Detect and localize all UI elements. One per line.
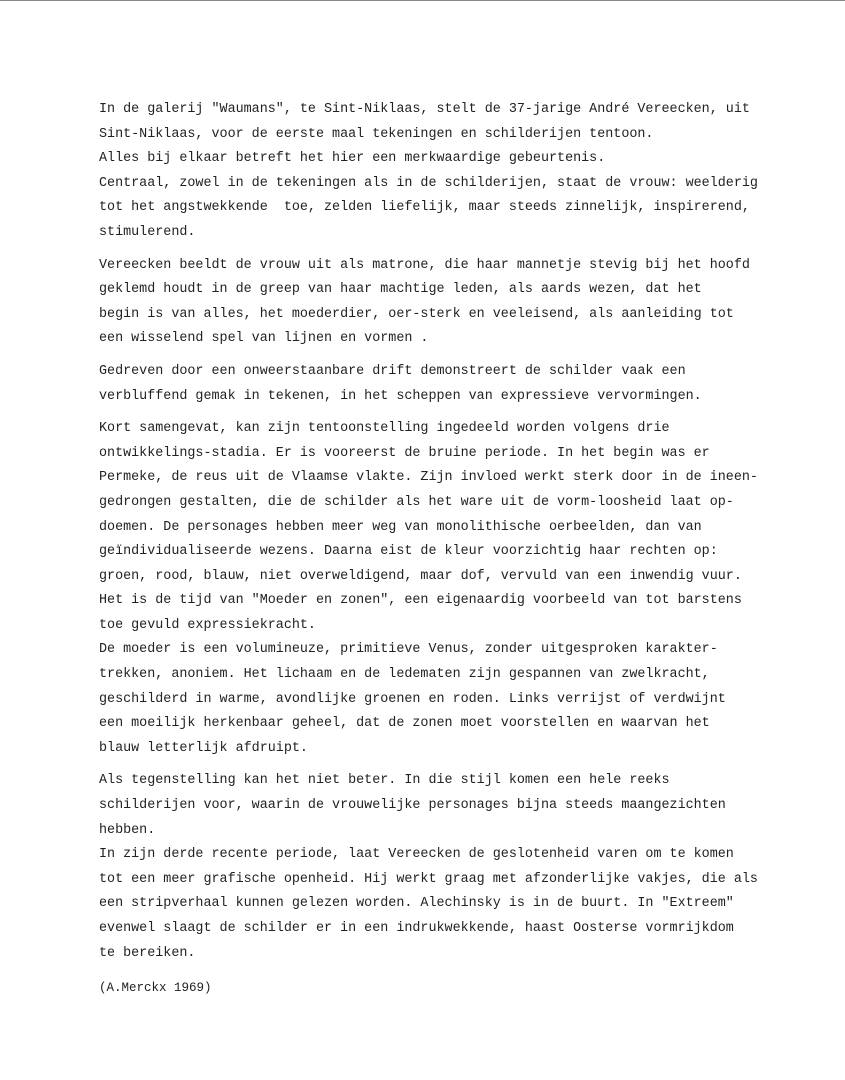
text-line: tot een meer grafische openheid. Hij werkt graag met afzonderlijke vakjes, die als [99,871,758,887]
text-line: geschilderd in warme, avondlijke groenen en roden. Links verrijst of verdwijnt [99,691,726,707]
text-line: Alles bij elkaar betreft het hier een merkwaardige gebeurtenis. [99,151,606,167]
text-line: ontwikkelings-stadia. Er is vooreerst de bruine periode. In het begin was er [99,445,710,461]
text-line: schilderijen voor, waarin de vrouwelijke personages bijna steeds maangezichten [99,798,726,814]
text-line: gedrongen gestalten, die de schilder als het ware uit de vorm-loosheid laat op- [99,494,734,510]
author-credit: (A.Merckx 1969) [99,981,212,996]
text-line: doemen. De personages hebben meer weg van monolithische oerbeelden, dan van [99,519,702,535]
top-border-line [0,0,845,1]
text-line: toe gevuld expressiekracht. [99,617,316,633]
text-line: geïndividualiseerde wezens. Daarna eist de kleur voorzichtig haar rechten op: [99,544,718,560]
paragraph-gap [99,761,799,769]
text-line: trekken, anoniem. Het lichaam en de ledematen zijn gespannen van zwelkracht, [99,667,710,683]
paragraph [99,769,799,966]
paragraph-gap [99,409,799,417]
text-line: De moeder is een volumineuze, primitieve Venus, zonder uitgesproken karakter- [99,642,718,658]
text-line: geklemd houdt in de greep van haar machtige leden, als aards wezen, dat het [99,282,702,298]
paragraph-gap [99,246,799,254]
text-line: een moeilijk herkenbaar geheel, dat de zonen moet voorstellen en waarvan het [99,716,710,732]
paragraph [99,98,799,246]
paragraph [99,417,799,761]
text-line: Permeke, de reus uit de Vlaamse vlakte. Zijn invloed werkt sterk door in de ineen- [99,470,758,486]
text-line: een stripverhaal kunnen gelezen worden. Alechinsky is in de buurt. In "Extreem" [99,896,734,912]
text-line: evenwel slaagt de schilder er in een indrukwekkende, haast Oosterse vormrijkdom [99,921,734,936]
text-line: stimulerend. [99,224,196,240]
paragraph [99,360,799,409]
text-line: Centraal, zowel in de tekeningen als in de schilderijen, staat de vrouw: weelderig [99,175,758,191]
text-line: Kort samengevat, kan zijn tentoonstelling ingedeeld worden volgens drie [99,421,670,437]
text-line: Vereecken beeldt de vrouw uit als matrone, die haar mannetje stevig bij het hoofd [99,257,750,273]
text-line: blauw letterlijk afdruipt. [99,740,308,756]
text-line: Gedreven door een onweerstaanbare drift demonstreert de schilder vaak een [99,363,686,379]
text-line: verbluffend gemak in tekenen, in het scheppen van expressieve vervormingen. [99,388,702,404]
paragraph-gap [99,352,799,360]
text-line: tot het angstwekkende toe, zelden liefelijk, maar steeds zinnelijk, inspirerend, [99,200,750,216]
text-line: In zijn derde recente periode, laat Vereecken de geslotenheid varen om te komen [99,847,734,863]
paragraph [99,254,799,352]
text-line: Het is de tijd van "Moeder en zonen", een eigenaardig voorbeeld van tot barstens [99,593,742,609]
text-line: In de galerij "Waumans", te Sint-Niklaas, stelt de 37-jarige André Vereecken, uit [99,102,750,117]
text-line: groen, rood, blauw, niet overweldigend, maar dof, vervuld van een inwendig vuur. [99,568,742,584]
text-line: te bereiken. [99,945,196,961]
text-line: hebben. [99,822,156,838]
text-line: begin is van alles, het moederdier, oer-sterk en veeleisend, als aanleiding tot [99,306,734,322]
document-body [99,98,799,1001]
text-line: een wisselend spel van lijnen en vormen . [99,331,429,347]
paragraphs [99,98,799,966]
text-line: Sint-Niklaas, voor de eerste maal tekeningen en schilderijen tentoon. [99,126,654,142]
text-line: Als tegenstelling kan het niet beter. In die stijl komen een hele reeks [99,773,670,789]
